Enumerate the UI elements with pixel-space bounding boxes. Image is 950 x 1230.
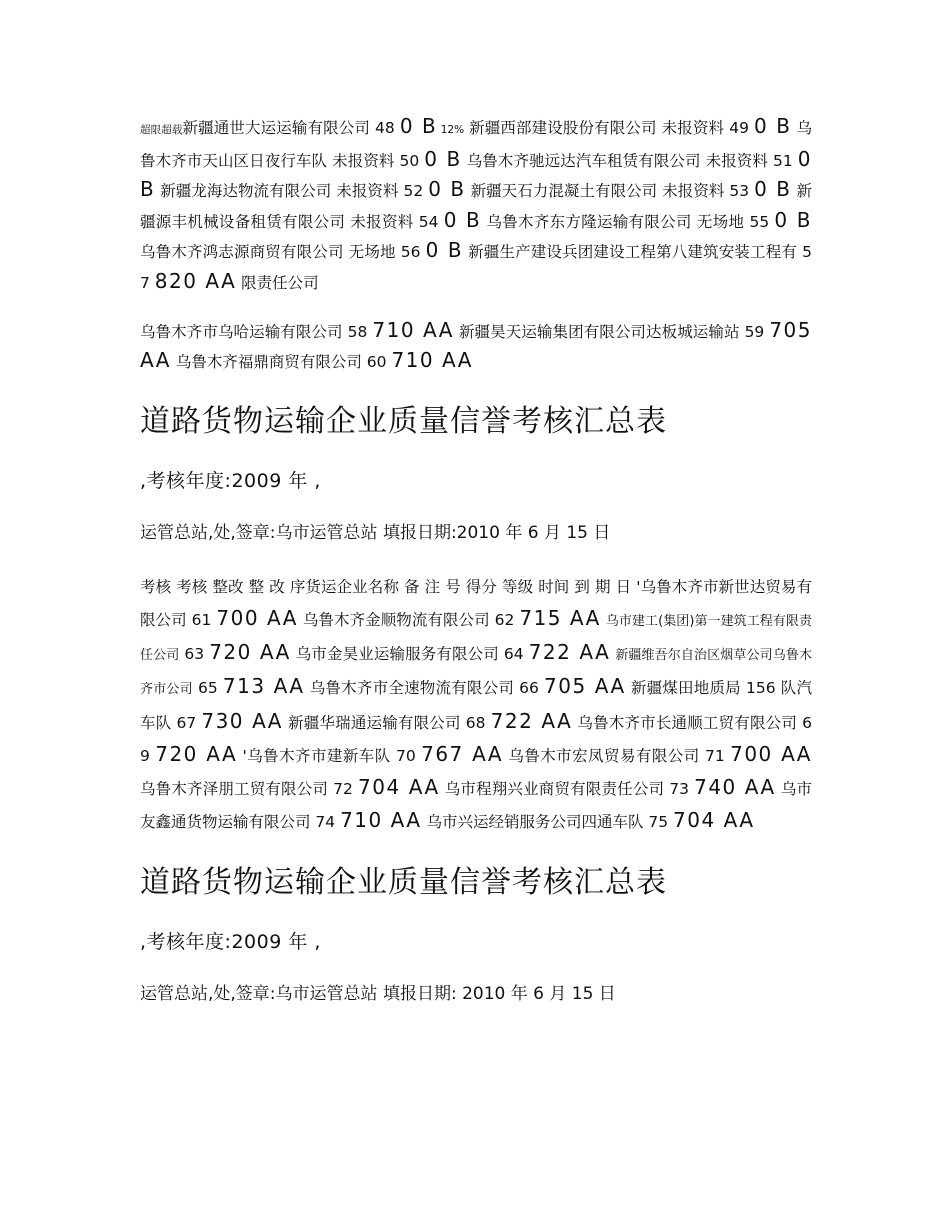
score-grade: 0 B xyxy=(428,177,466,202)
text-run: 乌鲁木市宏凤贸易有限公司 71 xyxy=(503,746,731,765)
score-grade: 710 AA xyxy=(391,348,473,373)
text-run: 乌鲁木齐市乌哈运输有限公司 58 xyxy=(140,322,373,341)
text-run: 乌鲁木齐东方隆运输有限公司 无场地 55 xyxy=(481,212,775,231)
score-grade: 722 AA xyxy=(490,708,573,733)
small-text: 12% xyxy=(437,124,465,136)
score-grade: 0 B xyxy=(754,114,792,138)
score-grade: 722 AA xyxy=(528,640,611,665)
document-page xyxy=(140,112,812,1006)
text-run: 新疆昊天运输集团有限公司达板城运输站 59 xyxy=(453,322,770,341)
text-run: 乌鲁木齐鸿志源商贸有限公司 无场地 56 xyxy=(140,243,426,262)
text-run: 乌鲁木齐泽朋工贸有限公司 72 xyxy=(140,779,359,798)
text-run: 乌市兴运经销服务公司四通车队 75 xyxy=(421,813,674,832)
text-run: 新疆源丰机械设备租赁有限公司 未报资料 54 xyxy=(140,182,812,231)
text-run: 乌鲁木齐福鼎商贸有限公司 60 xyxy=(170,353,392,372)
score-grade: 705 AA xyxy=(140,317,812,373)
text-run: 乌鲁木齐市全速物流有限公司 66 xyxy=(304,679,545,698)
score-grade: 0 B xyxy=(140,146,812,202)
text-run: 乌鲁木齐市天山区日夜行车队 未报资料 50 xyxy=(140,119,813,170)
text-run: '乌鲁木齐市建新车队 70 xyxy=(237,746,422,765)
score-grade: 820 AA xyxy=(154,268,237,293)
score-grade: 767 AA xyxy=(421,741,503,766)
text-run: 新疆华瑞通运输有限公司 68 xyxy=(282,713,491,732)
score-grade: 0 B xyxy=(774,207,812,232)
small-text: 超限超载 xyxy=(140,124,183,136)
summary-table-title: 道路货物运输企业质量信誉考核汇总表 xyxy=(140,403,667,439)
score-grade: 0 B xyxy=(754,177,792,202)
paragraph-companies-48-57 xyxy=(140,112,812,298)
score-grade: 713 AA xyxy=(222,674,305,699)
score-grade: 720 AA xyxy=(209,640,291,665)
text-run: 新疆生产建设兵团建设工程第八建筑安装工程有 57 xyxy=(140,243,812,292)
assessment-year-repeat: ,考核年度:2009 年 , xyxy=(140,931,321,954)
text-run: 考核 考核 整改 整 改 序货运企业名称 备 注 号 得分 等级 时间 到 期 日 '乌鲁木齐市新世达贸易有限公司 61 xyxy=(140,577,812,629)
paragraph-companies-58-60 xyxy=(140,316,812,377)
station-fill-date: 运管总站,处,签章:乌市运管总站 填报日期:2010 年 6 月 15 日 xyxy=(140,522,611,543)
text-run: 新疆天石力混凝土有限公司 未报资料 53 xyxy=(465,182,755,201)
score-grade: 0 B xyxy=(424,146,462,171)
summary-table-title-repeat: 道路货物运输企业质量信誉考核汇总表 xyxy=(140,865,667,901)
score-grade: 0 B xyxy=(425,238,464,263)
score-grade: 704 AA xyxy=(358,774,440,799)
assessment-year: ,考核年度:2009 年 , xyxy=(140,469,321,492)
text-run: 乌市程翔兴业商贸有限责任公司 73 xyxy=(439,779,695,798)
text-run: 新疆西部建设股份有限公司 未报资料 49 xyxy=(464,119,755,137)
text-run: 新疆煤田地质局 156 队汽车队 67 xyxy=(140,679,812,732)
text-run: 乌市友鑫通货物运输有限公司 74 xyxy=(140,779,812,832)
score-grade: 715 AA xyxy=(519,605,601,630)
score-grade: 720 AA xyxy=(155,741,238,766)
score-grade: 0 B xyxy=(443,207,482,232)
paragraph-companies-61-75 xyxy=(140,572,812,839)
score-grade: 710 AA xyxy=(372,317,454,342)
text-run: 63 xyxy=(179,645,210,664)
score-grade: 705 AA xyxy=(544,674,626,699)
text-run: 乌市金昊业运输服务有限公司 64 xyxy=(290,645,529,664)
score-grade: 710 AA xyxy=(340,808,422,833)
small-text: 新疆维吾尔自治区烟草公司乌鲁木齐市公司 xyxy=(140,648,812,698)
text-run: 新疆通世大运运输有限公司 48 xyxy=(182,119,400,137)
text-run: 65 xyxy=(192,679,223,698)
text-run: 乌鲁木齐驰远达汽车租赁有限公司 未报资料 51 xyxy=(461,151,798,170)
score-grade: 740 AA xyxy=(694,774,776,799)
score-grade: 704 AA xyxy=(673,808,755,833)
score-grade: 700 AA xyxy=(216,605,298,630)
text-run: 限责任公司 xyxy=(236,273,319,292)
score-grade: 700 AA xyxy=(730,741,812,766)
text-run: 乌鲁木齐金顺物流有限公司 62 xyxy=(297,610,520,629)
score-grade: 0 B xyxy=(399,114,438,138)
score-grade: 730 AA xyxy=(201,708,283,733)
text-run: 乌鲁木齐市长通顺工贸有限公司 69 xyxy=(140,713,813,765)
small-text: 乌市建工(集团)第一建筑工程有限责任公司 xyxy=(140,613,812,664)
station-fill-date-repeat: 运管总站,处,签章:乌市运管总站 填报日期: 2010 年 6 月 15 日 xyxy=(140,984,616,1005)
text-run: 新疆龙海达物流有限公司 未报资料 52 xyxy=(155,182,429,201)
